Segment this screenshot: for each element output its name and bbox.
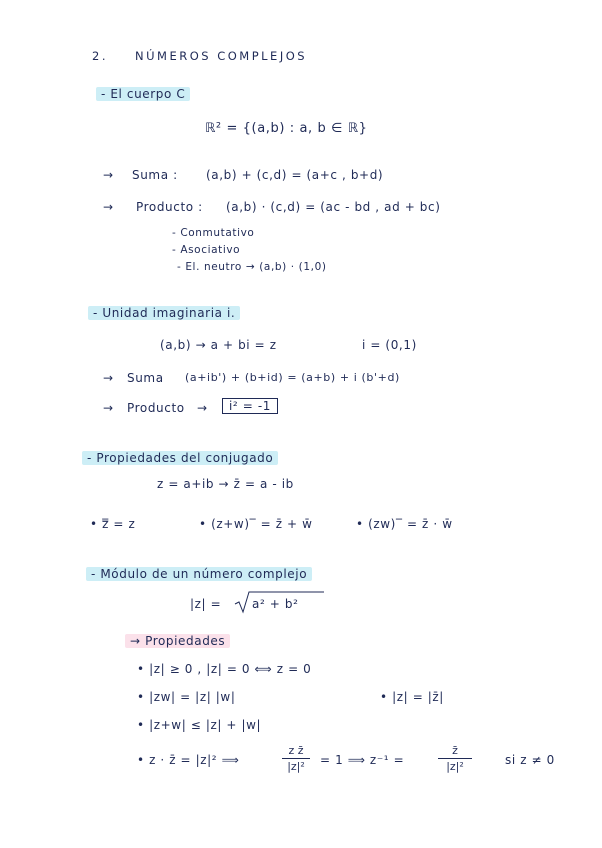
suma-arrow: → [103, 168, 114, 182]
suma2-arrow: → [103, 371, 114, 385]
conjugate-definition: z = a+ib → z̄ = a - ib [157, 477, 294, 491]
suma2-formula: (a+ib') + (b+id) = (a+b) + i (b'+d) [185, 371, 400, 384]
prop-conmutativo: - Conmutativo [172, 227, 255, 239]
producto2-label: Producto [127, 401, 185, 415]
fraction-2-num: z̄ [452, 744, 458, 757]
i-squared-box: i² = -1 [222, 398, 278, 414]
mod-prop-3: • |z+w| ≤ |z| + |w| [137, 718, 262, 732]
page-title: NÚMEROS COMPLEJOS [135, 49, 308, 63]
mod-prop-4-mid: = 1 ⟹ z⁻¹ = [320, 753, 405, 767]
section-header-unidad: - Unidad imaginaria i. [88, 305, 240, 321]
fraction-2-den: |z|² [446, 760, 464, 773]
conj-prop-double: • z̿ = z [90, 517, 136, 531]
prop-asociativo: - Asociativo [172, 244, 241, 256]
r2-definition: ℝ² = {(a,b) : a, b ∈ ℝ} [205, 121, 368, 136]
conj-prop-product: • (zw)‾ = z̄ · w̄ [356, 517, 453, 531]
producto-label: Producto : [136, 200, 203, 214]
modulus-radicand: a² + b² [252, 597, 299, 611]
suma2-label: Suma [127, 371, 164, 385]
prop-neutro: - El. neutro → (a,b) · (1,0) [177, 261, 327, 273]
producto2-arrow: → [103, 401, 114, 415]
modulus-lhs: |z| = [190, 597, 222, 611]
mod-prop-2: • |zw| = |z| |w| [137, 690, 236, 704]
mod-prop-1: • |z| ≥ 0 , |z| = 0 ⟺ z = 0 [137, 662, 312, 676]
mod-prop-4-condition: si z ≠ 0 [505, 753, 555, 767]
suma-label: Suma : [132, 168, 178, 182]
fraction-1-den: |z|² [287, 760, 305, 773]
producto-formula: (a,b) · (c,d) = (ac - bd , ad + bc) [226, 200, 441, 214]
i-definition: i = (0,1) [362, 338, 417, 352]
section-header-conjugado: - Propiedades del conjugado [82, 450, 278, 466]
conj-prop-sum: • (z+w)‾ = z̄ + w̄ [199, 517, 313, 531]
mod-prop-2b: • |z| = |z̄| [380, 690, 444, 704]
fraction-2 [438, 744, 472, 773]
section-number: 2. [92, 49, 108, 63]
complex-map: (a,b) → a + bi = z [160, 338, 277, 352]
fraction-1-num: z z̄ [288, 744, 304, 757]
section-header-modulo: - Módulo de un número complejo [86, 566, 312, 582]
fraction-1 [282, 744, 310, 773]
section-header-cuerpo: - El cuerpo C [96, 86, 190, 102]
producto2-arrow-2: → [197, 401, 208, 415]
producto-arrow: → [103, 200, 114, 214]
propiedades-subheader: → Propiedades [125, 633, 230, 649]
mod-prop-4-lhs: • z · z̄ = |z|² ⟹ [137, 753, 240, 767]
suma-formula: (a,b) + (c,d) = (a+c , b+d) [206, 168, 384, 182]
